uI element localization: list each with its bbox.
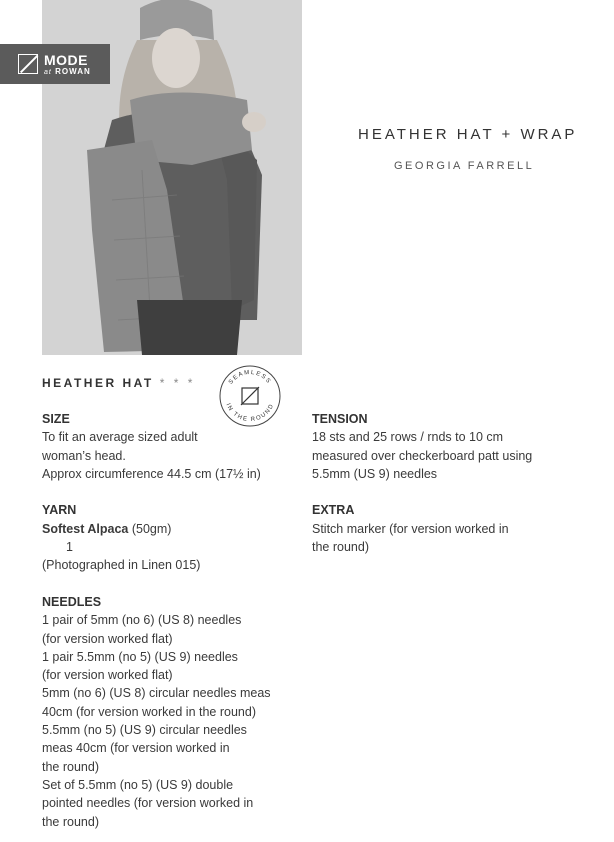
logo-main-text: MODE xyxy=(44,51,88,68)
needles-line: the round) xyxy=(42,814,99,829)
extra-line: Stitch marker (for version worked in xyxy=(312,521,509,536)
tension-line: measured over checkerboard patt using xyxy=(312,448,533,463)
logo-sub-bold: ROWAN xyxy=(55,66,91,76)
left-column xyxy=(42,410,302,831)
size-line: woman’s head. xyxy=(42,448,126,463)
right-column xyxy=(312,410,572,556)
tension-line: 18 sts and 25 rows / rnds to 10 cm xyxy=(312,430,504,445)
tension-title: TENSION xyxy=(312,412,368,426)
logo-mark-icon xyxy=(18,54,38,74)
yarn-note: (Photographed in Linen 015) xyxy=(42,558,201,573)
size-line: Approx circumference 44.5 cm (17½ in) xyxy=(42,466,261,481)
size-line: To fit an average sized adult xyxy=(42,430,198,445)
yarn-title: YARN xyxy=(42,503,77,518)
designer-name: GEORGIA FARRELL xyxy=(394,160,535,172)
needles-line: (for version worked flat) xyxy=(42,668,173,683)
yarn-weight: (50gm) xyxy=(128,521,172,536)
mode-at-rowan-logo xyxy=(0,44,110,84)
extra-line: the round) xyxy=(312,540,369,555)
needles-line: Set of 5.5mm (no 5) (US 9) double xyxy=(42,777,234,792)
needles-line: meas 40cm (for version worked in xyxy=(42,741,230,756)
hat-heading-text: HEATHER HAT xyxy=(42,376,154,390)
logo-text xyxy=(44,53,91,76)
badge-bottom-text: IN THE ROUND xyxy=(224,402,276,424)
section-heading-heather-hat xyxy=(42,376,195,390)
logo-sub-italic: at xyxy=(44,68,52,76)
badge-top-text: SEAMLESS xyxy=(228,369,272,386)
pattern-title: HEATHER HAT + WRAP xyxy=(358,126,578,143)
needles-line: (for version worked flat) xyxy=(42,631,173,646)
needles-line: 1 pair of 5mm (no 6) (US 8) needles xyxy=(42,613,242,628)
needles-line: 40cm (for version worked in the round) xyxy=(42,704,256,719)
needles-line: 5mm (no 6) (US 8) circular needles meas xyxy=(42,686,271,701)
yarn-quantity: 1 xyxy=(66,540,73,555)
tension-line: 5.5mm (US 9) needles xyxy=(312,466,438,481)
difficulty-rating: * * * xyxy=(159,376,196,390)
needles-line: the round) xyxy=(42,759,99,774)
needles-title: NEEDLES xyxy=(42,594,102,609)
needles-line: 1 pair 5.5mm (no 5) (US 9) needles xyxy=(42,649,238,664)
yarn-name: Softest Alpaca xyxy=(42,521,129,536)
logo-sub-text xyxy=(44,68,91,76)
needles-line: 5.5mm (no 5) (US 9) circular needles xyxy=(42,723,247,738)
needles-line: pointed needles (for version worked in xyxy=(42,796,254,811)
yarn-name-line xyxy=(42,520,302,538)
extra-title: EXTRA xyxy=(312,503,355,518)
size-title: SIZE xyxy=(42,412,70,426)
